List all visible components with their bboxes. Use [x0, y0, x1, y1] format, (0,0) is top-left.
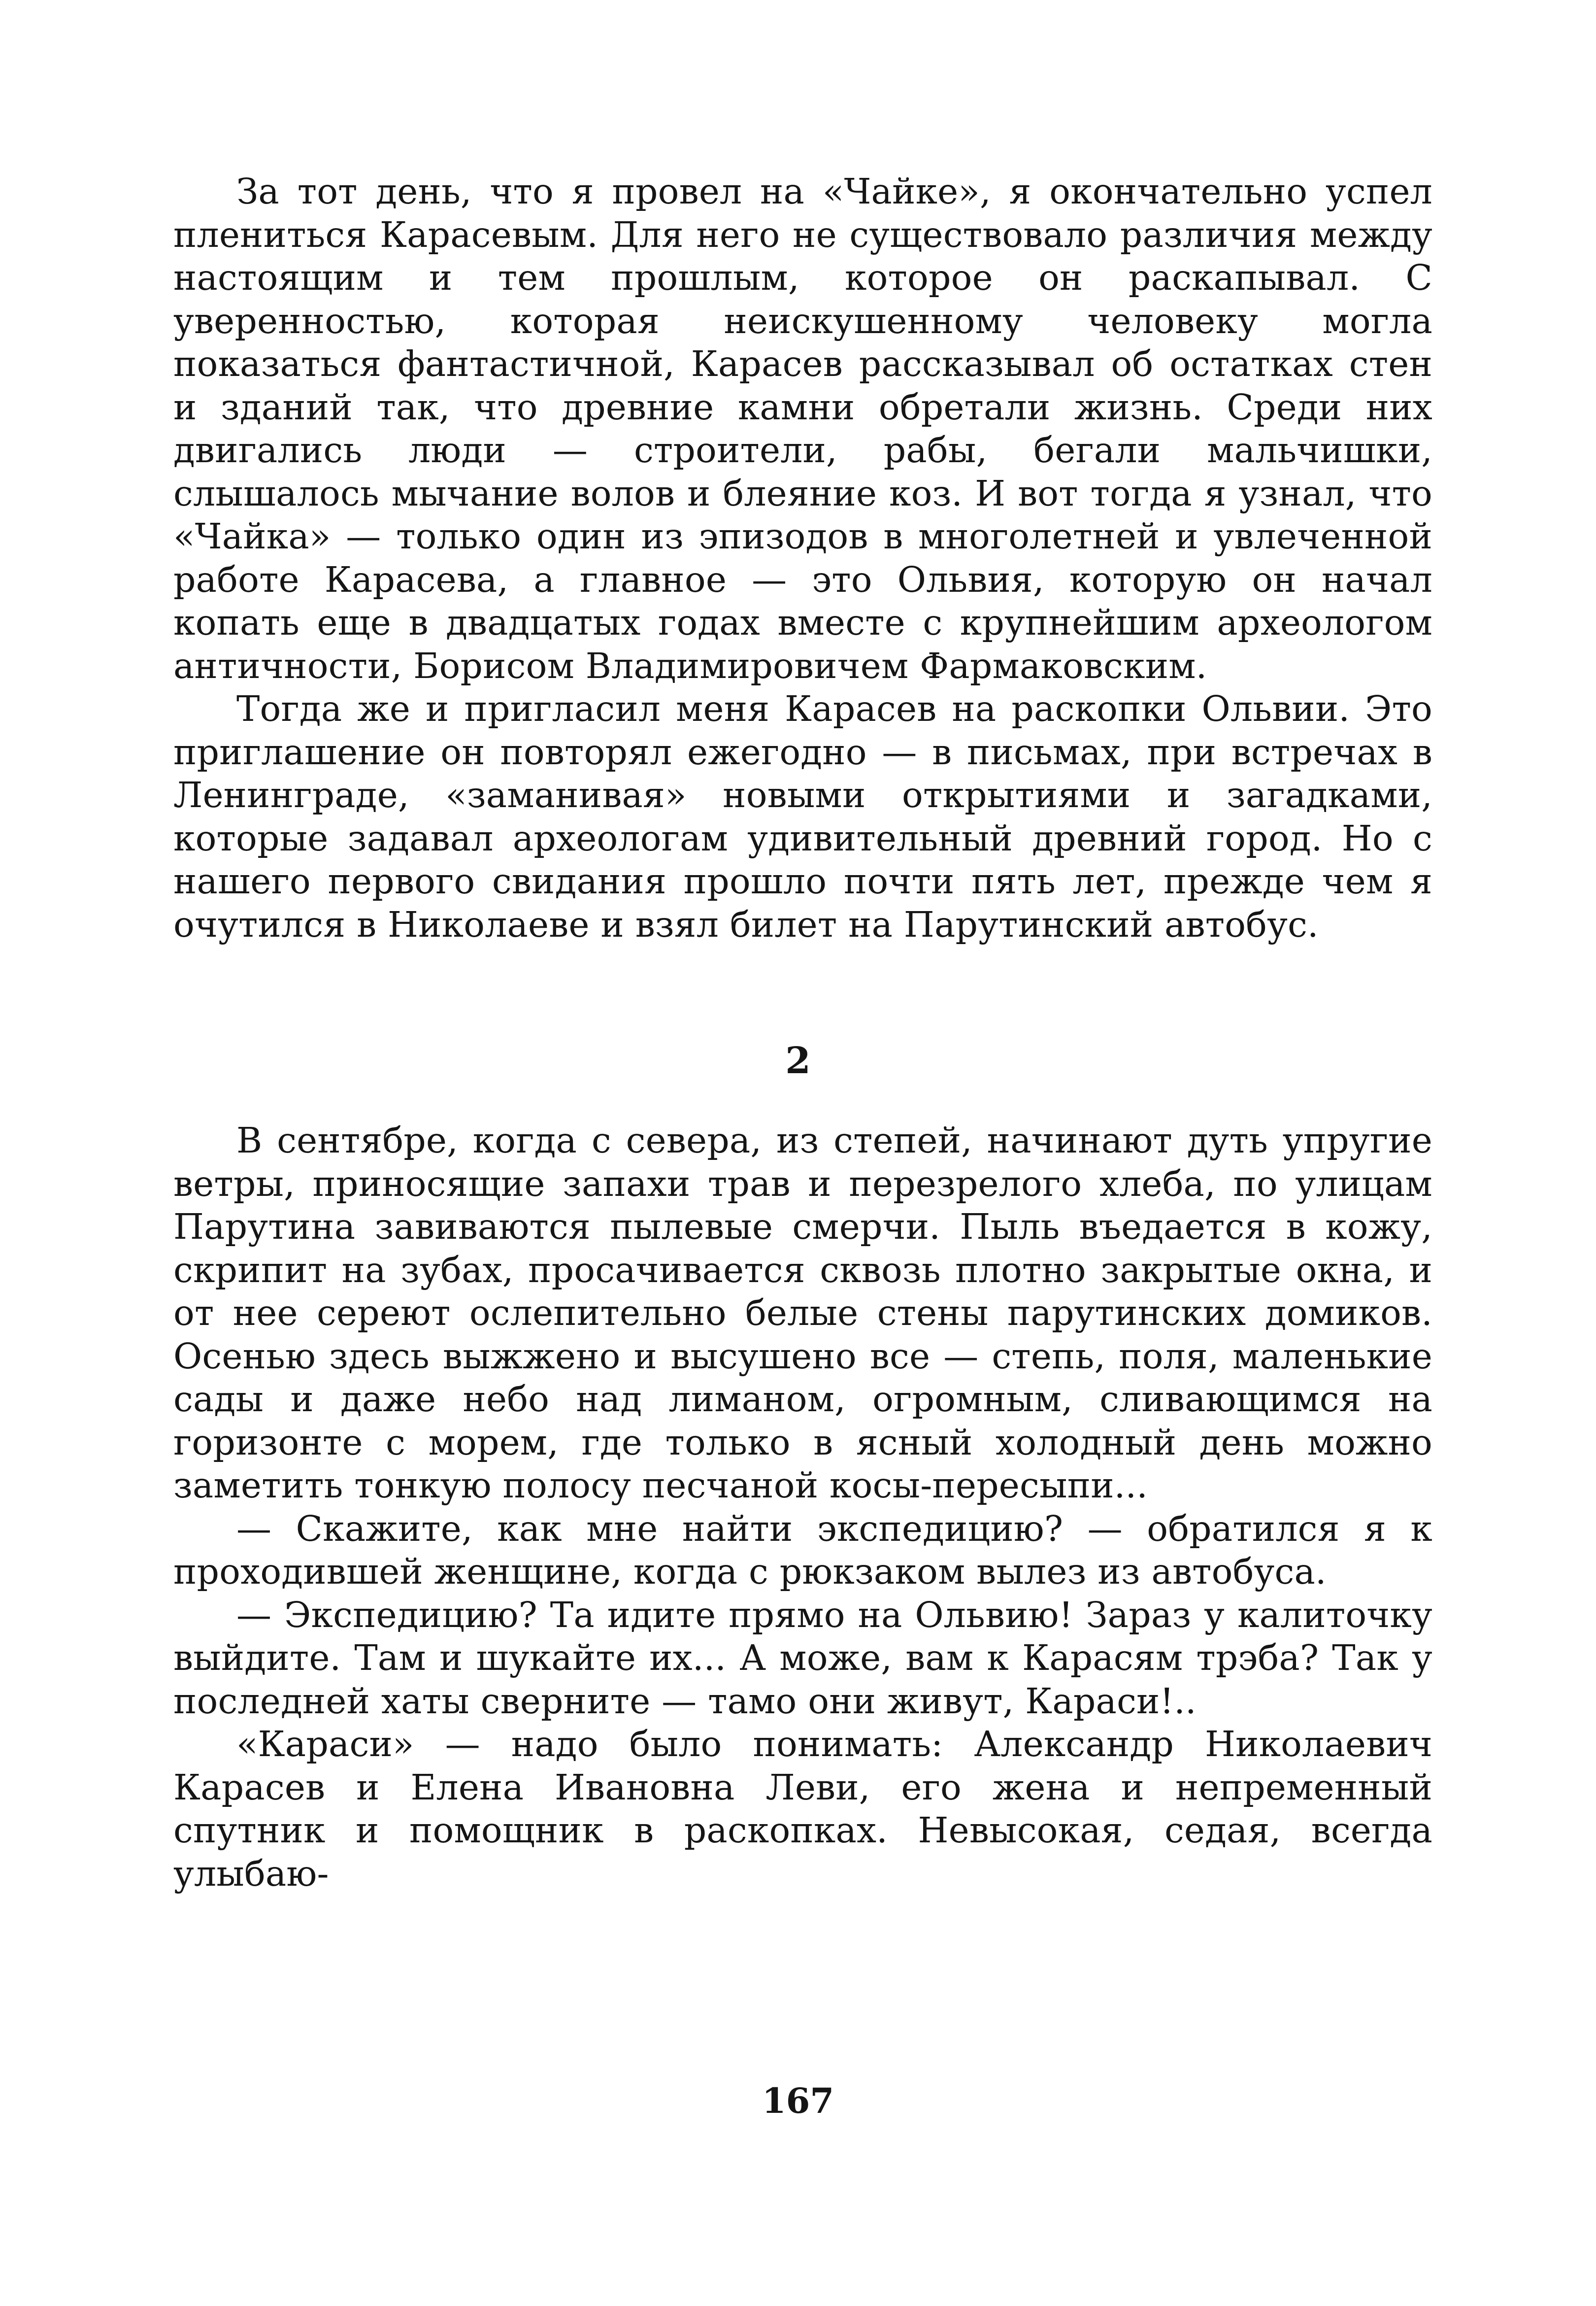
dialogue-paragraph: — Скажите, как мне найти экспедицию? — обратился я к проходившей женщине, когда с рюкзаком вылез из автобуса. — [173, 1508, 1432, 1592]
paragraph: Тогда же и пригласил меня Карасев на раскопки Ольвии. Это приглашение он повторял ежегодно — в письмах, при встречах в Ленинграде, «заманивая» новыми открытиями и загадками, которые задавал археологам удивительный древний город. Но с нашего первого свидания прошло почти пять лет, прежде чем я очутился в Николаеве и взял билет на Парутинский автобус. — [173, 688, 1432, 945]
paragraph: За тот день, что я провел на «Чайке», я окончательно успел плениться Карасевым. Для него не существовало различия между настоящим и тем прошлым, которое он раскапывал. С уверенностью, которая неискушенному человеку могла показаться фантастичной, Карасев рассказывал об остатках стен и зданий так, что древние камни обретали жизнь. Среди них двигались люди — строители, рабы, бегали мальчишки, слышалось мычание волов и блеяние коз. И вот тогда я узнал, что «Чайка» — только один из эпизодов в многолетней и увлеченной работе Карасева, а главное — это Ольвия, которую он начал копать еще в двадцатых годах вместе с крупнейшим археологом античности, Борисом Владимировичем Фармаковским. — [173, 171, 1432, 686]
dialogue-paragraph: — Экспедицию? Та идите прямо на Ольвию! Зараз у калиточку выйдите. Там и шукайте их... А може, вам к Карасям трэба? Так у последней хаты сверните — тамо они живут, Караси!.. — [173, 1594, 1432, 1722]
paragraph: «Караси» — надо было понимать: Александр Николаевич Карасев и Елена Ивановна Леви, его жена и непременный спутник и помощник в раскопках. Невысокая, седая, всегда улыбаю- — [173, 1724, 1432, 1894]
section-1-text — [173, 170, 1432, 946]
paragraph: В сентябре, когда с севера, из степей, начинают дуть упругие ветры, приносящие запахи трав и перезрелого хлеба, по улицам Парутина завиваются пылевые смерчи. Пыль въедается в кожу, скрипит на зубах, просачивается сквозь плотно закрытые окна, и от нее сереют ослепительно белые стены парутинских домиков. Осенью здесь выжжено и высушено все — степь, поля, маленькие сады и даже небо над лиманом, огромным, сливающимся на горизонте с морем, где только в ясный холодный день можно заметить тонкую полосу песчаной косы-пересыпи... — [173, 1120, 1432, 1506]
section-2-text — [173, 1119, 1432, 1895]
page-number: 167 — [762, 2080, 834, 2121]
section-number: 2 — [785, 1040, 811, 1082]
